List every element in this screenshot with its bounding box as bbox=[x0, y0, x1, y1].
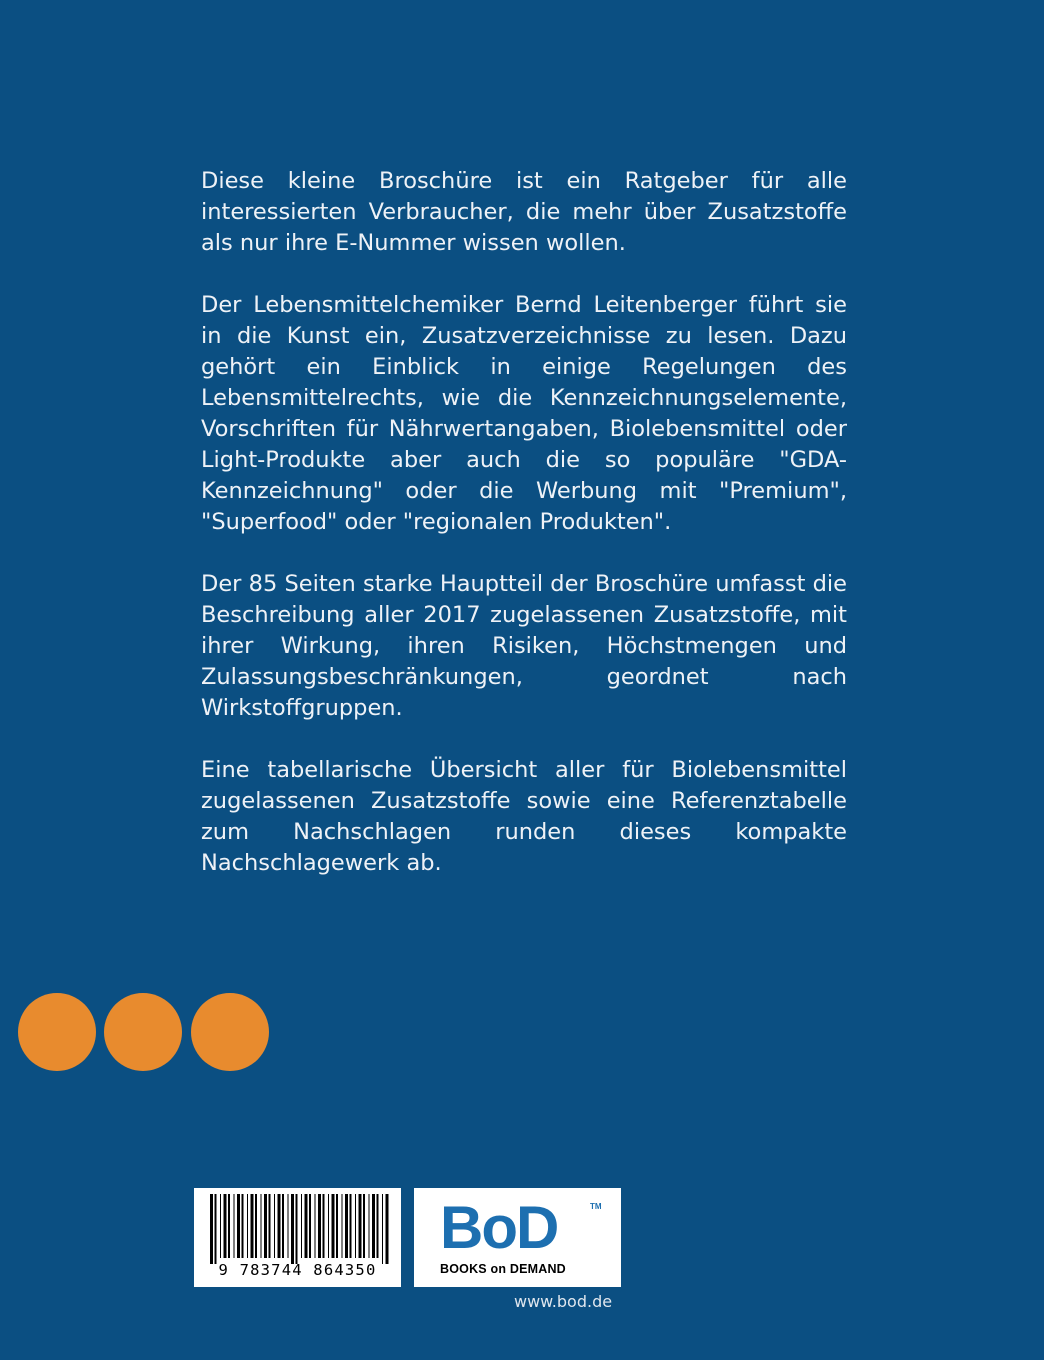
barcode-bar bbox=[234, 1194, 235, 1258]
barcode-bar bbox=[296, 1194, 298, 1264]
barcode-bar bbox=[323, 1194, 325, 1258]
barcode-bar bbox=[350, 1194, 352, 1258]
barcode-bar bbox=[345, 1194, 348, 1258]
barcode-bar bbox=[386, 1194, 389, 1264]
barcode-bar bbox=[224, 1194, 227, 1258]
barcode-bar bbox=[328, 1194, 329, 1258]
barcode-bar bbox=[305, 1194, 308, 1258]
blurb-text bbox=[201, 166, 847, 910]
barcode-bar bbox=[377, 1194, 379, 1258]
orange-dot-2 bbox=[104, 993, 182, 1071]
barcode-bar bbox=[269, 1194, 271, 1258]
barcode-bar bbox=[291, 1194, 294, 1264]
barcode-bar bbox=[288, 1194, 289, 1258]
barcode-bar bbox=[261, 1194, 262, 1258]
blurb-paragraph-2: Der Lebensmittelchemiker Bernd Leitenberger führt sie in die Kunst ein, Zusatzverzeichnisse zu lesen. Dazu gehört ein Einblick in einige Regelungen des Lebensmittelrechts, wie die Kennzeichnungselemente, Vorschriften für Nährwertangaben, Biolebensmittel oder Light-Produkte aber auch die so populäre "GDA-Kennzeichnung" oder die Werbung mit "Premium", "Superfood" oder "regionalen Produkten". bbox=[201, 292, 847, 535]
barcode-bar bbox=[278, 1194, 281, 1258]
barcode-bar bbox=[237, 1194, 240, 1258]
barcode-bar bbox=[255, 1194, 257, 1258]
barcode-bar bbox=[369, 1194, 370, 1258]
barcode-bar bbox=[342, 1194, 343, 1258]
barcode-bar bbox=[228, 1194, 230, 1258]
barcode-bar bbox=[251, 1194, 254, 1258]
bod-logo: BoD bbox=[440, 1194, 558, 1261]
barcode-bar bbox=[372, 1194, 375, 1258]
barcode-bar bbox=[318, 1194, 321, 1258]
publisher-logo-box bbox=[414, 1188, 621, 1287]
barcode-bar bbox=[332, 1194, 335, 1258]
barcode bbox=[194, 1188, 401, 1287]
barcode-bar bbox=[210, 1194, 213, 1264]
barcode-bar bbox=[301, 1194, 302, 1258]
barcode-bar bbox=[382, 1194, 383, 1264]
barcode-bar bbox=[315, 1194, 316, 1258]
blurb-paragraph-4: Eine tabellarische Übersicht aller für Biolebensmittel zugelassenen Zusatzstoffe sowie eine Referenztabelle zum Nachschlagen runden dieses kompakte Nachschlagewerk ab. bbox=[201, 757, 847, 876]
barcode-bar bbox=[355, 1194, 356, 1258]
barcode-bar bbox=[264, 1194, 267, 1258]
barcode-bar bbox=[220, 1194, 221, 1258]
barcode-bar bbox=[309, 1194, 311, 1258]
orange-dot-1 bbox=[18, 993, 96, 1071]
blurb-paragraph-1: Diese kleine Broschüre ist ein Ratgeber für alle interessierten Verbraucher, die mehr über Zusatzstoffe als nur ihre E-Nummer wissen wollen. bbox=[201, 168, 847, 256]
blurb-paragraph-3: Der 85 Seiten starke Hauptteil der Broschüre umfasst die Beschreibung aller 2017 zugelassenen Zusatzstoffe, mit ihrer Wirkung, ihren Risiken, Höchstmengen und Zulassungsbeschränkungen, geordnet nach Wirkstoffgruppen. bbox=[201, 571, 847, 721]
bod-tagline: BOOKS on DEMAND bbox=[440, 1262, 566, 1276]
barcode-bar bbox=[359, 1194, 362, 1258]
publisher-website: www.bod.de bbox=[514, 1292, 613, 1311]
barcode-bar bbox=[282, 1194, 284, 1258]
barcode-bar bbox=[274, 1194, 275, 1258]
orange-dot-3 bbox=[191, 993, 269, 1071]
barcode-bar bbox=[215, 1194, 217, 1264]
barcode-bar bbox=[247, 1194, 248, 1258]
barcode-bar bbox=[242, 1194, 244, 1258]
bod-trademark: TM bbox=[590, 1202, 602, 1211]
barcode-bar bbox=[363, 1194, 365, 1258]
isbn-number: 9 783744 864350 bbox=[218, 1261, 377, 1279]
barcode-bar bbox=[336, 1194, 338, 1258]
